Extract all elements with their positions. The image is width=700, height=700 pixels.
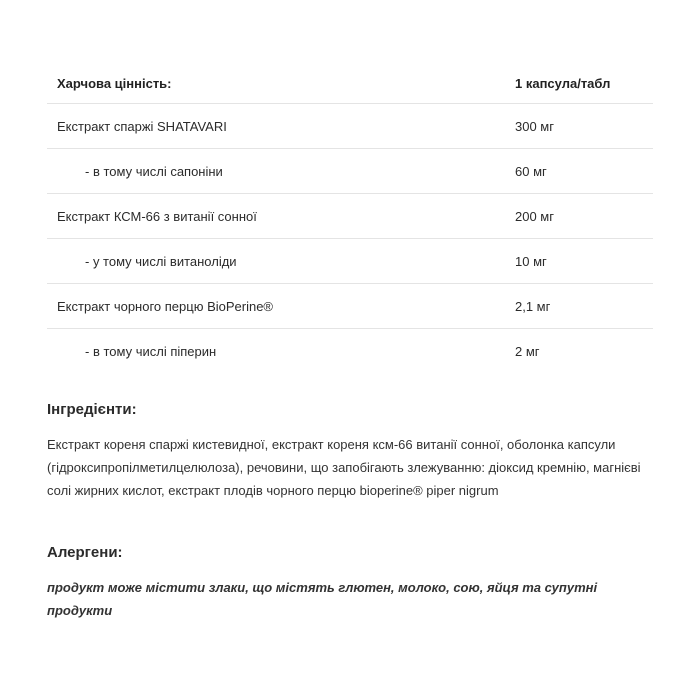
row-name: - в тому числі сапоніни (47, 149, 505, 194)
row-amount: 60 мг (505, 149, 653, 194)
ingredients-heading: Інгредієнти: (47, 401, 137, 418)
table-row (47, 104, 653, 149)
row-name: - у тому числі витаноліди (47, 239, 505, 284)
row-name: Екстракт спаржі SHATAVARI (47, 104, 505, 149)
table-row (47, 194, 653, 239)
row-amount: 200 мг (505, 194, 653, 239)
column-header-name: Харчова цінність: (47, 63, 505, 104)
ingredients-text: Екстракт кореня спаржі кистевидної, екстракт кореня ксм-66 витанії сонної, оболонка капсули (гідроксипропілметилцелюлоза), речовини, що запобігають злежуванню: діоксид кремнію, магнієві солі жирних кислот, екстракт плодів чорного перцю bioperine® piper nigrum (47, 437, 641, 498)
row-name: Екстракт чорного перцю BioPerine® (47, 284, 505, 329)
row-name: Екстракт КСМ-66 з витанії сонної (47, 194, 505, 239)
allergens-heading: Алергени: (47, 544, 123, 561)
nutrition-table (47, 63, 653, 373)
column-header-amount: 1 капсула/табл (505, 63, 653, 104)
row-amount: 2 мг (515, 343, 540, 359)
row-amount: 2,1 мг (505, 284, 653, 329)
row-amount: 10 мг (505, 239, 653, 284)
table-row (47, 239, 653, 284)
row-amount: 300 мг (505, 104, 653, 149)
table-header-row (47, 63, 653, 104)
table-row (47, 149, 653, 194)
table-row (47, 329, 653, 374)
row-name: - в тому числі піперин (85, 343, 217, 359)
table-row (47, 284, 653, 329)
allergens-text: продукт може містити злаки, що містять глютен, молоко, сою, яйця та супутні продукти (47, 580, 598, 618)
